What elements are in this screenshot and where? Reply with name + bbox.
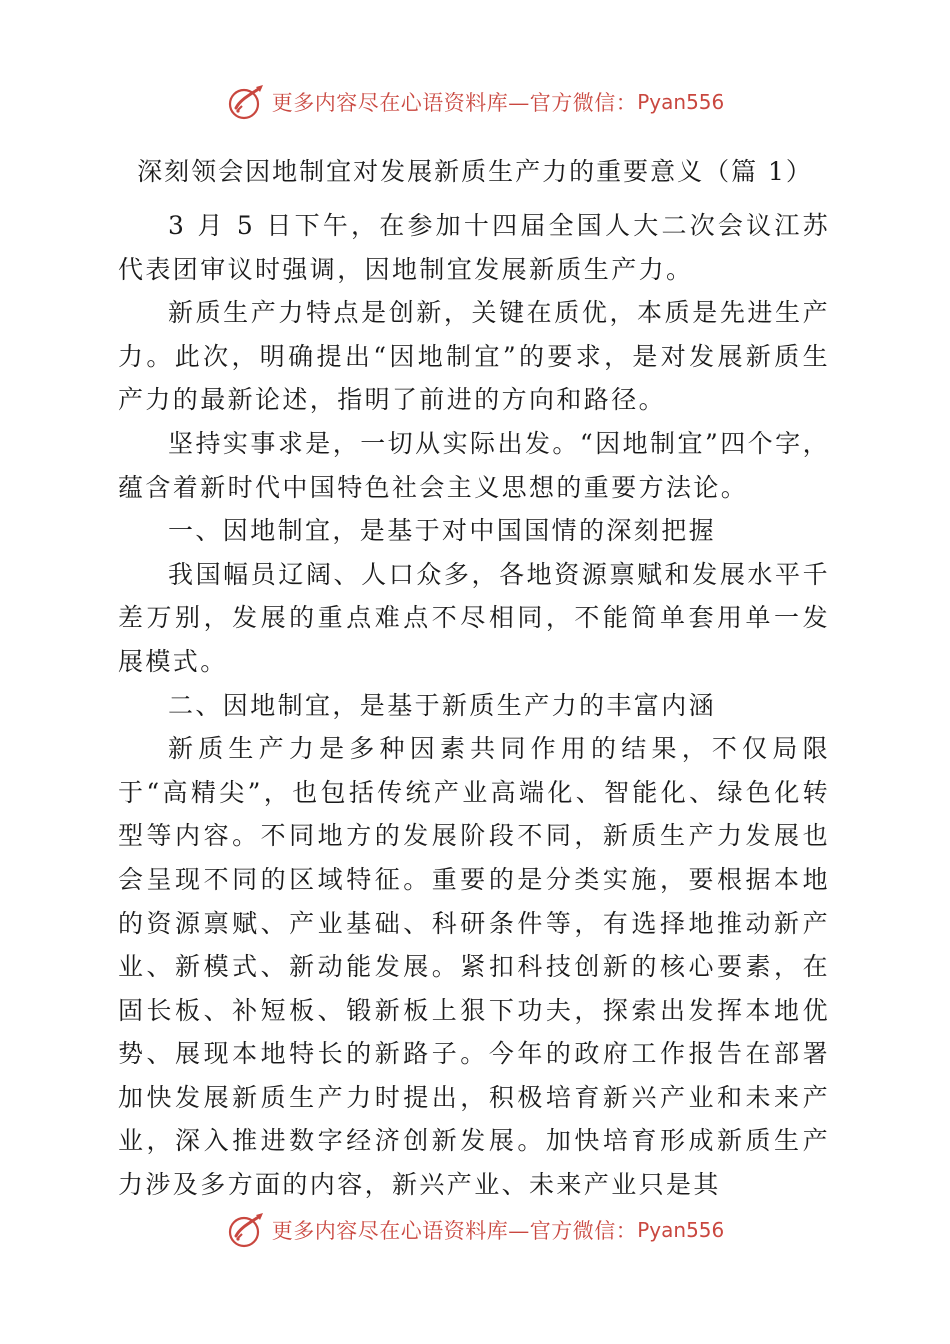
banner-wechat-id: Pyan556 [637, 90, 725, 114]
pen-logo-icon [226, 82, 266, 122]
banner-text: 更多内容尽在心语资料库—官方微信： [271, 91, 638, 115]
paragraph: 我国幅员辽阔、人口众多，各地资源禀赋和发展水平千差万别，发展的重点难点不尽相同，不能简单套用单一发展模式。 [118, 559, 830, 676]
section-heading: 二、因地制宜，是基于新质生产力的丰富内涵 [168, 690, 717, 720]
banner-wechat-id: Pyan556 [637, 1218, 725, 1242]
paragraph: 坚持实事求是，一切从实际出发。“因地制宜”四个字，蕴含着新时代中国特色社会主义思想的重要方法论。 [118, 428, 830, 502]
section-heading: 一、因地制宜，是基于对中国国情的深刻把握 [168, 516, 717, 546]
footer-banner [0, 1208, 950, 1252]
paragraph: 新质生产力特点是创新，关键在质优，本质是先进生产力。此次，明确提出“因地制宜”的要求，是对发展新质生产力的最新论述，指明了前进的方向和路径。 [118, 298, 830, 415]
header-banner [0, 80, 950, 124]
paragraph: 新质生产力是多种因素共同作用的结果，不仅局限于“高精尖”，也包括传统产业高端化、智能化、绿色化转型等内容。不同地方的发展阶段不同，新质生产力发展也会呈现不同的区域特征。重要的是分类实施，要根据本地的资源禀赋、产业基础、科研条件等，有选择地推动新产业、新模式、新动能发展。紧扣科技创新的核心要素，在固长板、补短板、锻新板上狠下功夫，探索出发挥本地优势、展现本地特长的新路子。今年的政府工作报告在部署加快发展新质生产力时提出，积极培育新兴产业和未来产业，深入推进数字经济创新发展。加快培育形成新质生产力涉及多方面的内容，新兴产业、未来产业只是其 [118, 734, 830, 1200]
paragraph: 3 月 5 日下午，在参加十四届全国人大二次会议江苏代表团审议时强调，因地制宜发展新质生产力。 [118, 211, 830, 284]
document-body [118, 204, 830, 1207]
pen-logo-icon [226, 1210, 266, 1250]
document-title: 深刻领会因地制宜对发展新质生产力的重要意义（篇 1） [137, 157, 813, 186]
banner-text: 更多内容尽在心语资料库—官方微信： [271, 1219, 638, 1243]
